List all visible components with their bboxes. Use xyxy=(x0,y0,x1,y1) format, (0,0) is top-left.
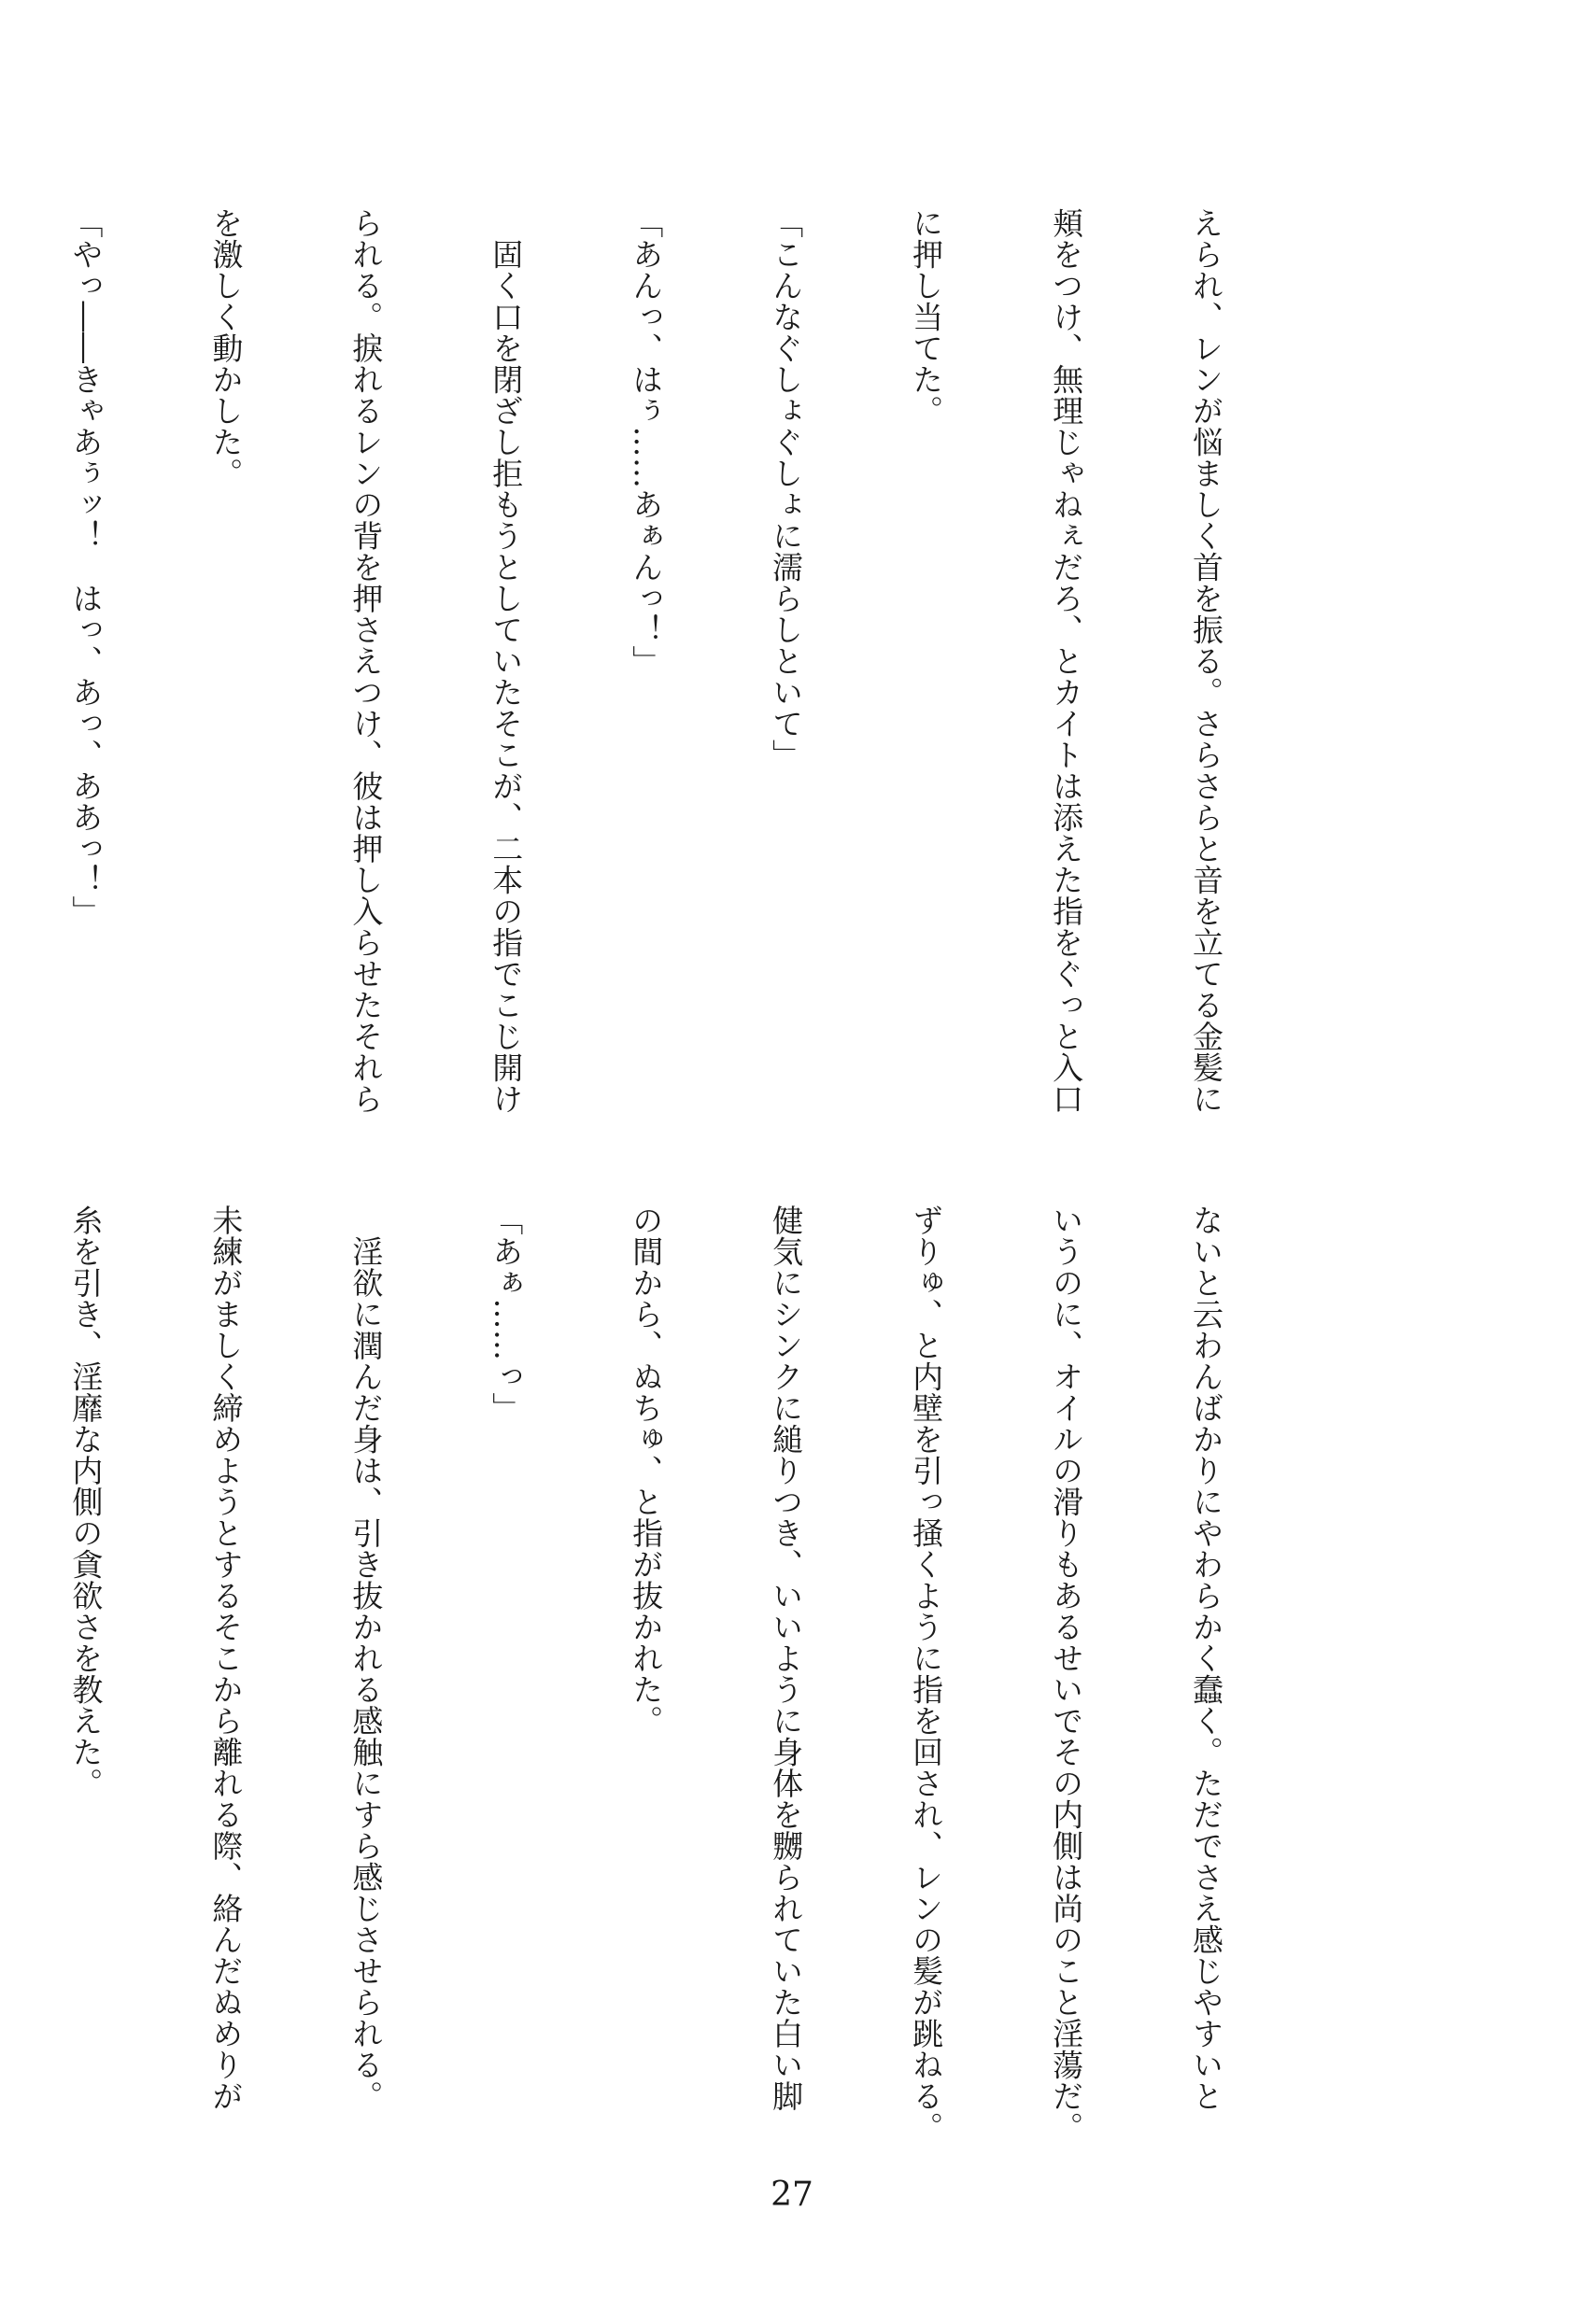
text-line: 未練がましく締めようとするそこから離れる際、絡んだぬめりが xyxy=(207,1204,245,2112)
text-line: 固く口を閉ざし拒もうとしていたそこが、二本の指でこじ開け xyxy=(488,207,525,1115)
page-number: 27 xyxy=(771,2176,813,2214)
lower-text-block xyxy=(0,1204,1322,2148)
text-line: えられ、レンが悩ましく首を振る。さらさらと音を立てる金髪に xyxy=(1188,207,1225,1115)
text-line: 「こんなぐしょぐしょに濡らしといて」 xyxy=(768,207,805,770)
upper-text-block xyxy=(0,207,1322,1150)
text-line: 糸を引き、淫靡な内側の貪欲さを教えた。 xyxy=(67,1204,105,1799)
text-line: 頬をつけ、無理じゃねぇだろ、とカイトは添えた指をぐっと入口 xyxy=(1048,207,1085,1115)
text-line: の間から、ぬちゅ、と指が抜かれた。 xyxy=(628,1204,665,1737)
text-line: に押し当てた。 xyxy=(908,207,945,427)
text-line: 「あぁ……っ」 xyxy=(488,1204,525,1424)
text-line: いうのに、オイルの滑りもあるせいでその内側は尚のこと淫蕩だ。 xyxy=(1048,1204,1085,2143)
text-line: 健気にシンクに縋りつき、いいように身体を嬲られていた白い脚 xyxy=(768,1204,805,2112)
text-line: を激しく動かした。 xyxy=(207,207,245,489)
text-line: ずりゅ、と内壁を引っ掻くように指を回され、レンの髪が跳ねる。 xyxy=(908,1204,945,2143)
text-line: 「やっ――きゃあぅッ！ はっ、あっ、ああっ！」 xyxy=(67,207,105,927)
text-line: 淫欲に潤んだ身は、引き抜かれる感触にすら感じさせられる。 xyxy=(347,1204,385,2112)
text-line: ないと云わんばかりにやわらかく蠢く。ただでさえ感じやすいと xyxy=(1188,1204,1225,2112)
text-line: 「あんっ、はぅ……あぁんっ！」 xyxy=(628,207,665,677)
text-line: られる。捩れるレンの背を押さえつけ、彼は押し入らせたそれら xyxy=(347,207,385,1115)
